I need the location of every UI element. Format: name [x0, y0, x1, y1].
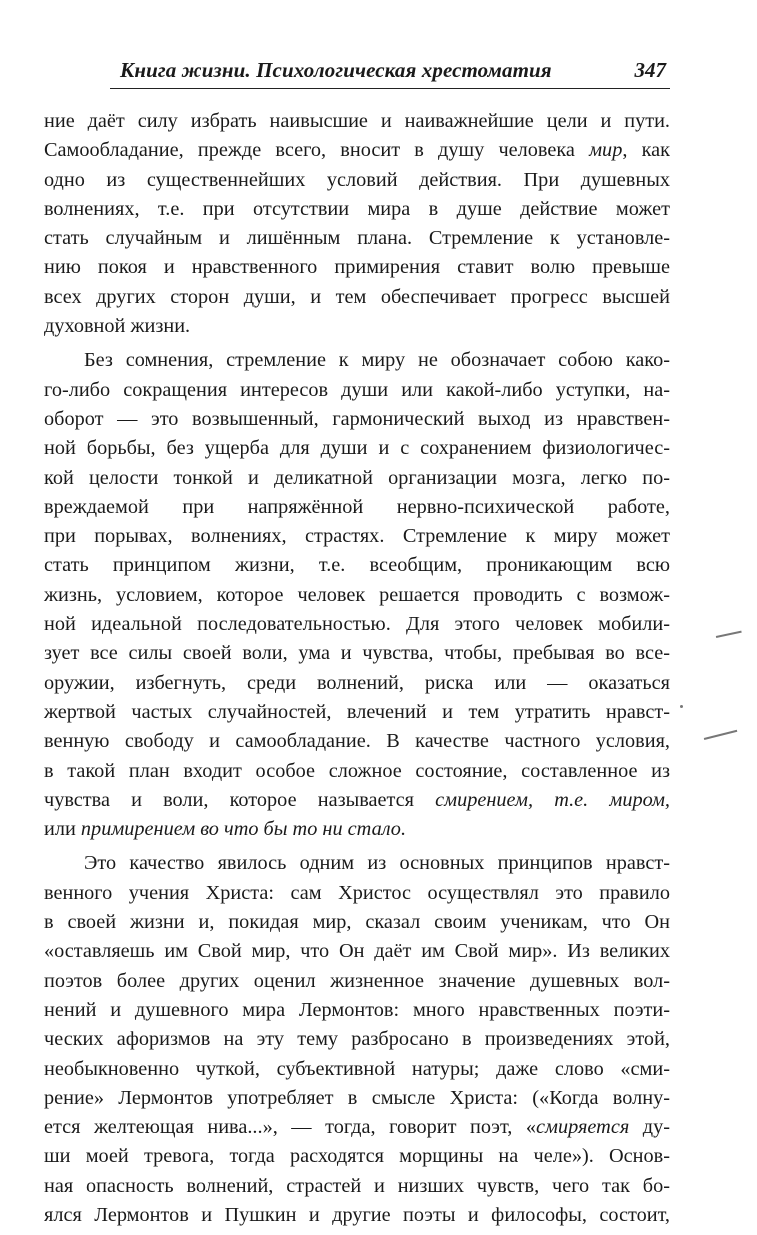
- text-line: го-либо сокращения интересов души или какой-либо уступки, на-: [44, 378, 670, 401]
- text-line: ной идеальной последовательностью. Для этого человек мобили-: [44, 613, 670, 636]
- text-fragment: ется желтеющая нива...», — тогда, говорит поэт, «: [44, 1116, 537, 1139]
- text-line: Это качество явилось одним из основных принципов нравст-: [84, 852, 670, 875]
- text-line-with-italic: [44, 786, 670, 815]
- text-line: духовной жизни.: [44, 315, 191, 338]
- text-line: ная опасность волнений, страстей и низших чувств, чего так бо-: [44, 1174, 670, 1197]
- margin-dot: [680, 705, 683, 708]
- italic-word: смиряется: [536, 1116, 630, 1139]
- text-line: ние даёт силу избрать наивысшие и наиважнейшие цели и пути.: [44, 110, 670, 132]
- text-line: жизнь, условием, которое человек решается проводить с возмож-: [44, 583, 670, 606]
- text-line: кой целости тонкой и деликатной организации мозга, легко по-: [44, 466, 670, 489]
- text-line: необыкновенно чуткой, субъективной натуры; даже слово «сми-: [44, 1057, 670, 1080]
- text-line: оружии, избегнуть, среди волнений, риска или — оказаться: [44, 671, 670, 694]
- body-text: [44, 107, 670, 1235]
- margin-mark: [716, 631, 742, 638]
- text-line: ной борьбы, без ущерба для души и с сохранением физиологичес-: [44, 437, 670, 460]
- page-number: 347: [634, 58, 666, 82]
- margin-mark: [704, 730, 737, 740]
- text-line: поэтов более других оценил жизненное значение душевных вол-: [44, 969, 670, 992]
- text-line: ши моей тревога, тогда расходятся морщины на челе»). Основ-: [44, 1145, 670, 1168]
- text-line: «оставляешь им Свой мир, что Он даёт им Свой мир». Из великих: [44, 940, 670, 963]
- text-fragment: чувства и воли, которое называется: [44, 788, 414, 811]
- text-line: зует все силы своей воли, ума и чувства, чтобы, пребывая во все-: [44, 642, 670, 665]
- text-line: вреждаемой при напряжённой нервно-психической работе,: [44, 495, 670, 518]
- running-header: [110, 56, 670, 89]
- italic-word: мир: [589, 139, 623, 162]
- text-line: ческих афоризмов на эту тему разбросано в произведениях этой,: [44, 1028, 670, 1051]
- text-line: рение» Лермонтов употребляет в смысле Христа: («Когда волну-: [44, 1086, 670, 1109]
- text-line: стать принципом жизни, т.е. всеобщим, проникающим всю: [44, 554, 670, 577]
- text-line-with-italic: [44, 815, 670, 844]
- text-line: оборот — это возвышенный, гармонический выход из нравствен-: [44, 407, 670, 430]
- italic-phrase: смирением, т.е. миром,: [435, 788, 670, 811]
- italic-phrase: примирением во что бы то ни стало.: [80, 818, 407, 841]
- text-line-with-italic: [44, 1113, 670, 1142]
- text-line: нений и душевного мира Лермонтов: много нравственных поэти-: [44, 998, 670, 1021]
- text-fragment: ду-: [629, 1116, 670, 1139]
- text-line-with-italic: [44, 136, 670, 165]
- text-line: в своей жизни и, покидая мир, сказал своим ученикам, что Он: [44, 911, 670, 934]
- text-line: жертвой частых случайностей, влечений и тем утратить нравст-: [44, 700, 670, 723]
- text-fragment: или: [44, 818, 76, 841]
- text-line: Без сомнения, стремление к миру не обозначает собою како-: [84, 349, 670, 372]
- text-line: ялся Лермонтов и Пушкин и другие поэты и философы, состоит,: [44, 1203, 670, 1226]
- text-line: стать случайным и лишённым плана. Стремление к установле-: [44, 227, 670, 250]
- text-line: всех других сторон души, и тем обеспечивает прогресс высшей: [44, 285, 670, 308]
- text-line: венного учения Христа: сам Христос осуществлял это правило: [44, 881, 670, 904]
- paragraph-3: [44, 849, 670, 1230]
- text-line: венную свободу и самообладание. В качестве частного условия,: [44, 730, 670, 753]
- paragraph-2: [44, 346, 670, 844]
- running-title: Книга жизни. Психологическая хрестоматия: [120, 58, 552, 82]
- text-fragment: Самообладание, прежде всего, вносит в душу человека: [44, 139, 590, 162]
- text-line: нию покоя и нравственного примирения ставит волю превыше: [44, 256, 670, 279]
- text-line: одно из существеннейших условий действия. При душевных: [44, 168, 670, 191]
- text-line: при порывах, волнениях, страстях. Стремление к миру может: [44, 525, 670, 548]
- text-fragment: , как: [622, 139, 671, 162]
- text-line: волнениях, т.е. при отсутствии мира в душе действие может: [44, 197, 670, 220]
- paragraph-1: [44, 107, 670, 341]
- text-line: в такой план входит особое сложное состояние, составленное из: [44, 759, 670, 782]
